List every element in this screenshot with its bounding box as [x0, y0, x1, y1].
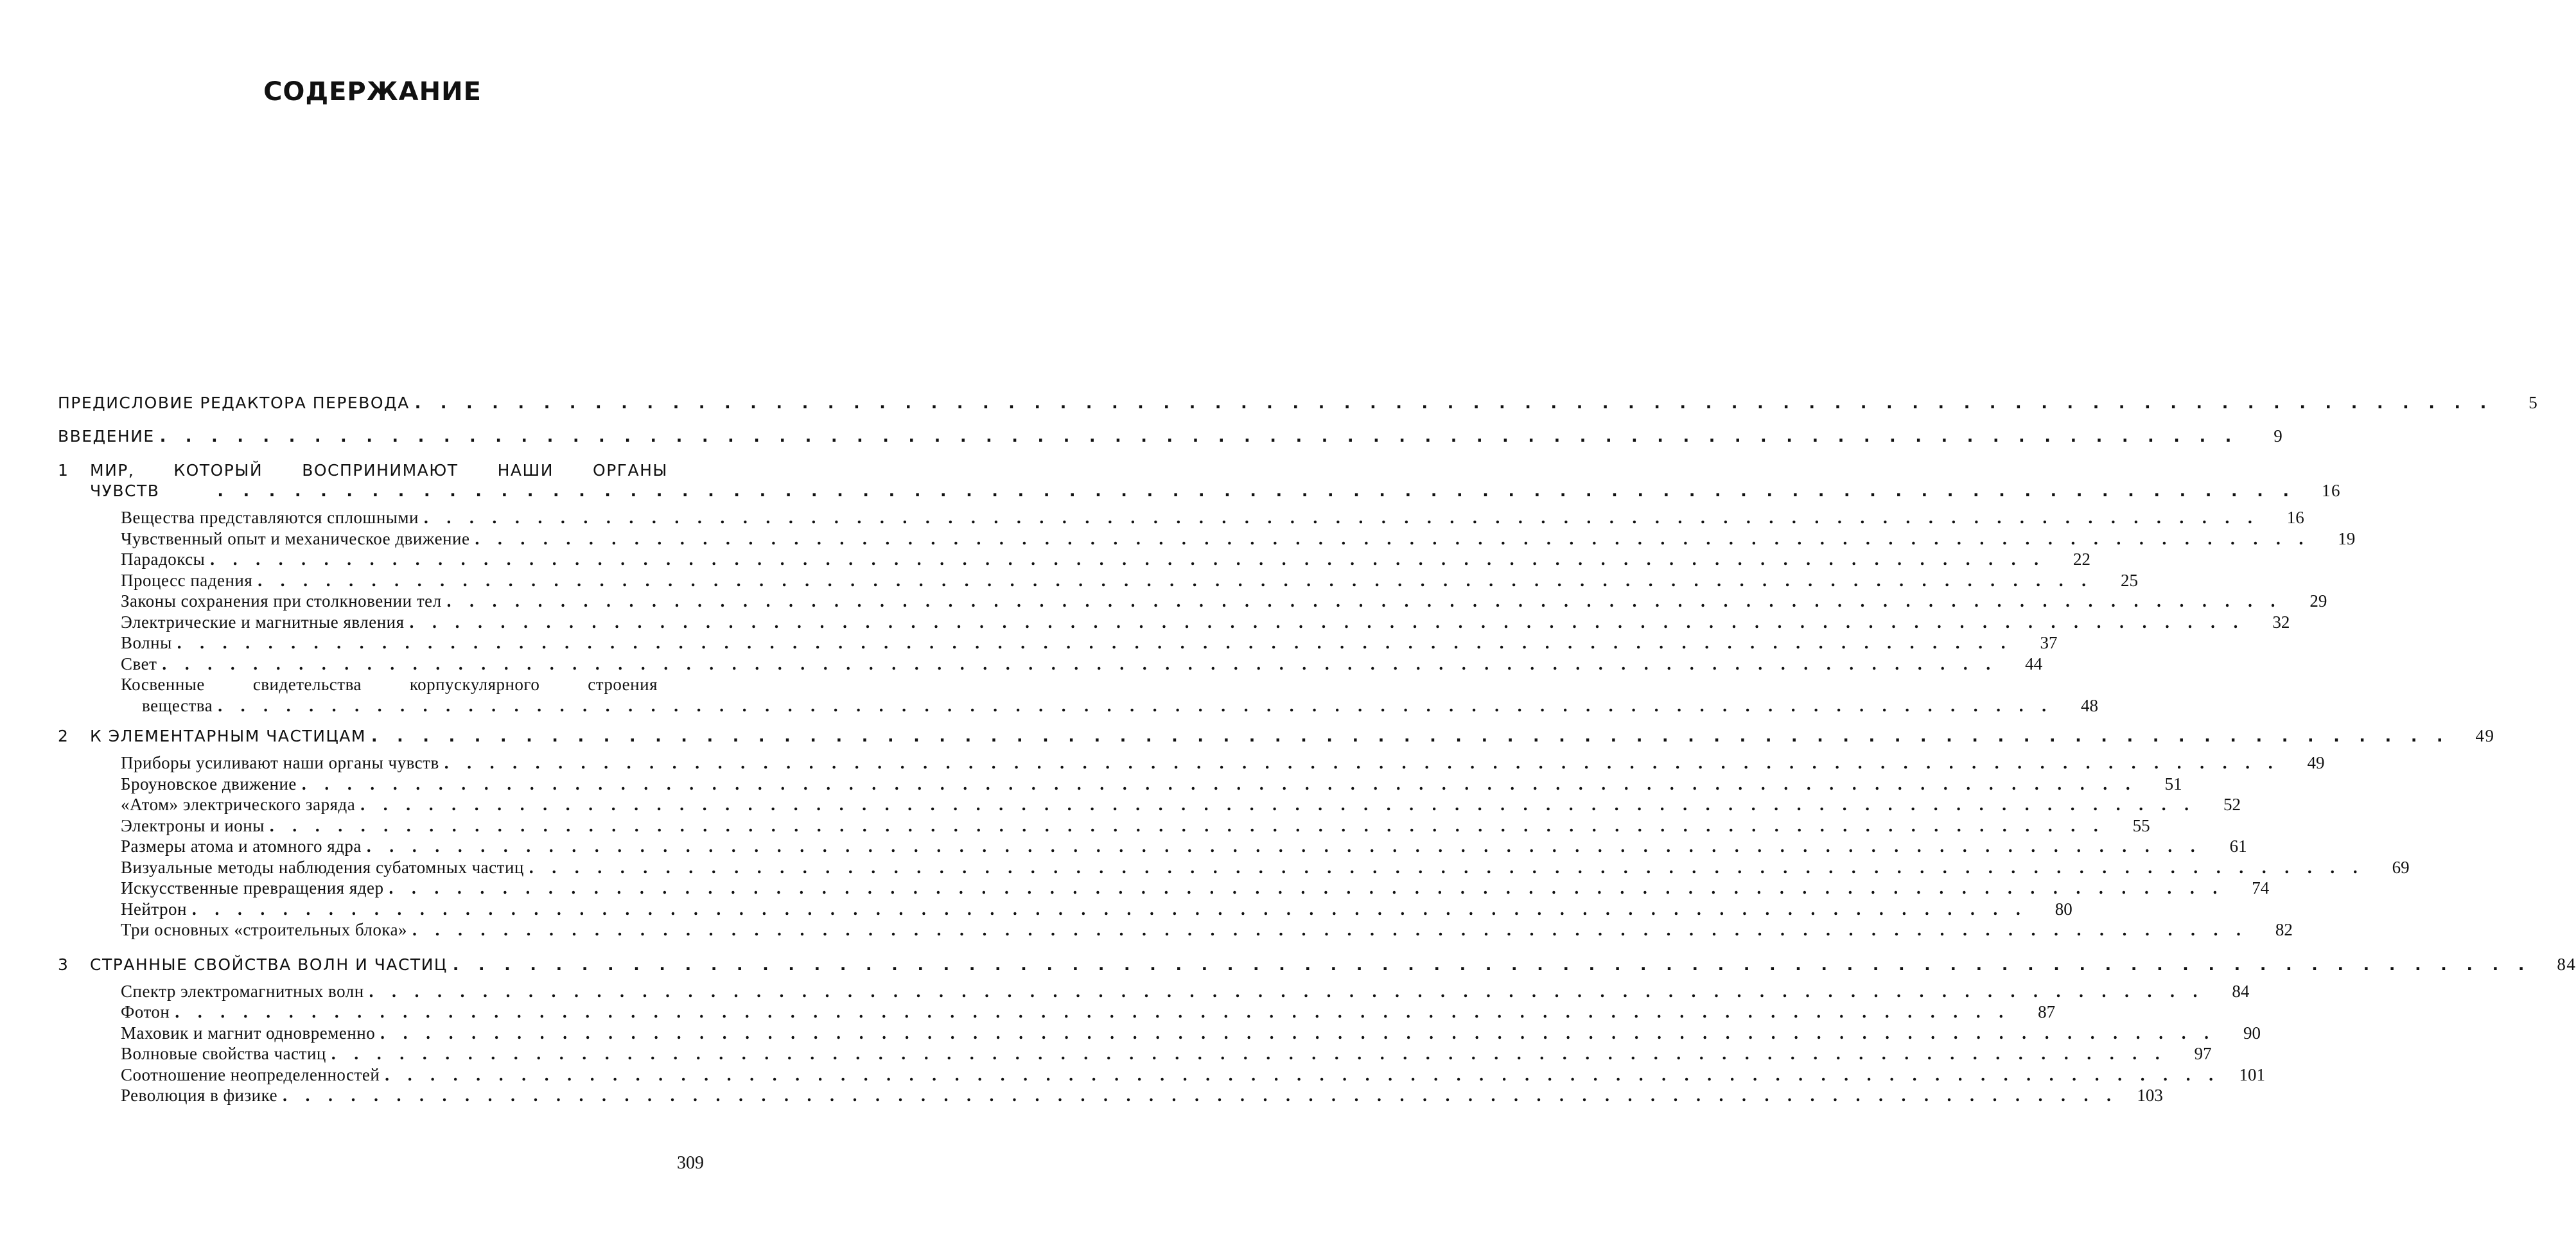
section-entry — [121, 836, 2247, 857]
leader-dots — [447, 591, 2282, 612]
section-title: Броуновское движение — [121, 774, 297, 794]
section-title: «Атом» электрического заряда — [121, 795, 356, 814]
section-title: Волны — [121, 633, 172, 652]
leader-dots — [218, 695, 2053, 716]
leader-dots — [192, 899, 2028, 920]
section-title: Революция в физике — [121, 1086, 278, 1105]
section-entry — [121, 1043, 2212, 1064]
chapter-page: 84 — [2557, 954, 2576, 974]
section-title: Приборы усиливают наши органы чувств — [121, 753, 439, 772]
section-title: Маховик и магнит одновременно — [121, 1023, 376, 1043]
chapter-3 — [58, 954, 2576, 1106]
leader-dots — [270, 815, 2105, 837]
section-title: Размеры атома и атомного ядра — [121, 837, 362, 856]
section-page: 90 — [2243, 1023, 2261, 1043]
section-title: Визуальные методы наблюдения субатомных частиц — [121, 857, 524, 877]
leader-dots — [162, 654, 1997, 675]
leader-dots — [217, 482, 2296, 500]
section-entry — [121, 794, 2241, 815]
chapter-title-line2: ЧУВСТВ — [90, 482, 160, 500]
section-page: 87 — [2038, 1002, 2056, 1021]
section-page: 69 — [2392, 857, 2410, 877]
section-page: 19 — [2338, 528, 2356, 548]
section-page: 22 — [2073, 550, 2091, 569]
section-title: Фотон — [121, 1002, 170, 1021]
section-page: 103 — [2137, 1086, 2163, 1105]
chapter-1-sections — [121, 507, 2356, 716]
section-entry — [121, 570, 2139, 591]
leader-dots — [380, 1023, 2216, 1044]
leader-dots — [160, 427, 2239, 446]
section-page: 37 — [2040, 633, 2058, 652]
chapter-title: К ЭЛЕМЕНТАРНЫМ ЧАСТИЦАМ — [90, 727, 366, 745]
chapter-page: 49 — [2475, 726, 2495, 745]
section-entry — [121, 752, 2325, 774]
leader-dots — [302, 774, 2137, 795]
section-entry — [121, 815, 2150, 837]
section-entry — [121, 774, 2182, 795]
chapter-2-sections — [121, 752, 2410, 941]
chapter-number: 1 — [58, 461, 68, 480]
section-entry — [121, 1002, 2056, 1023]
section-entry — [121, 695, 2098, 716]
section-title: Парадоксы — [121, 550, 206, 569]
section-page: 52 — [2223, 795, 2241, 814]
section-entry — [121, 528, 2356, 550]
section-entry — [121, 654, 2043, 675]
section-entry — [121, 878, 2270, 899]
chapter-1 — [58, 461, 2356, 716]
section-title: Искусственные превращения ядер — [121, 878, 384, 898]
toc-entry-preface — [58, 393, 2539, 426]
section-entry — [121, 899, 2072, 920]
leader-dots — [177, 632, 2013, 654]
section-title: Чувственный опыт и механическое движение — [121, 528, 470, 548]
chapter-title-line2-row — [90, 481, 2341, 501]
chapter-number: 3 — [58, 955, 69, 974]
section-page: 82 — [2275, 920, 2293, 939]
section-title: Электрические и магнитные явления — [121, 612, 405, 632]
toc-entry-label: ВВЕДЕНИЕ — [58, 427, 155, 446]
toc-entry-label: ПРЕДИСЛОВИЕ РЕДАКТОРА ПЕРЕВОДА — [58, 394, 410, 412]
page-title: СОДЕРЖАНИЕ — [263, 77, 482, 107]
section-title: Процесс падения — [121, 570, 253, 590]
section-title: Электроны и ионы — [121, 815, 265, 835]
section-entry — [121, 591, 2327, 612]
section-page: 32 — [2272, 612, 2290, 632]
chapter-heading-row — [58, 726, 2495, 746]
table-of-contents — [58, 393, 2576, 1106]
leader-dots — [367, 836, 2202, 857]
chapter-page: 16 — [2321, 481, 2341, 500]
section-page: 84 — [2232, 981, 2250, 1001]
section-entry — [121, 632, 2058, 654]
section-entry — [121, 507, 2304, 528]
leader-dots — [175, 1002, 2010, 1023]
section-title: Свет — [121, 654, 157, 673]
section-title: Нейтрон — [121, 899, 188, 919]
chapter-2 — [58, 726, 2495, 941]
section-entry — [121, 1085, 2163, 1106]
chapter-title: СТРАННЫЕ СВОЙСТВА ВОЛН И ЧАСТИЦ — [90, 955, 448, 974]
section-entry — [121, 981, 2250, 1002]
section-page: 25 — [2121, 570, 2139, 590]
leader-dots — [453, 955, 2532, 974]
section-title: Соотношение неопределенностей — [121, 1064, 380, 1084]
section-entry — [121, 857, 2410, 878]
chapter-number: 2 — [58, 727, 69, 745]
leader-dots — [210, 549, 2046, 570]
section-page: 16 — [2286, 508, 2304, 527]
leader-dots — [385, 1064, 2220, 1086]
section-page: 74 — [2252, 878, 2270, 898]
section-title: Волновые свойства частиц — [121, 1044, 326, 1063]
leader-dots — [369, 981, 2205, 1002]
leader-dots — [371, 727, 2450, 745]
section-entry — [121, 612, 2290, 633]
section-title: Три основных «строительных блока» — [121, 920, 408, 939]
section-title: Вещества представляются сплошными — [121, 508, 419, 527]
section-page: 55 — [2132, 815, 2150, 835]
leader-dots — [444, 752, 2280, 774]
section-page: 97 — [2194, 1044, 2212, 1063]
section-page: 29 — [2309, 591, 2327, 611]
leader-dots — [424, 507, 2259, 528]
leader-dots — [360, 794, 2196, 815]
chapter-title-line1: МИР, КОТОРЫЙ ВОСПРИНИМАЮТ НАШИ ОРГАНЫ — [90, 461, 668, 480]
section-page: 49 — [2307, 753, 2325, 772]
section-title-line1: Косвенные свидетельства корпускулярного строения — [121, 675, 658, 694]
leader-dots — [412, 919, 2248, 941]
section-page: 80 — [2055, 899, 2072, 919]
toc-entry-page: 9 — [2274, 426, 2284, 446]
leader-dots — [529, 857, 2365, 878]
section-title: Спектр электромагнитных волн — [121, 981, 364, 1001]
section-page: 101 — [2239, 1064, 2266, 1084]
leader-dots — [415, 394, 2494, 412]
section-page: 61 — [2229, 837, 2247, 856]
toc-entry-page: 5 — [2528, 393, 2539, 412]
leader-dots — [389, 878, 2224, 899]
section-entry — [121, 919, 2293, 941]
leader-dots — [475, 528, 2310, 550]
leader-dots — [258, 570, 2093, 591]
leader-dots — [283, 1085, 2118, 1106]
section-entry — [121, 1064, 2266, 1086]
section-page: 51 — [2164, 774, 2182, 794]
section-page: 48 — [2080, 695, 2098, 715]
leader-dots — [410, 612, 2245, 633]
section-entry — [121, 1023, 2261, 1044]
page-number: 309 — [677, 1153, 704, 1173]
leader-dots — [331, 1043, 2167, 1064]
section-title-line2: вещества — [142, 695, 213, 715]
section-page: 44 — [2025, 654, 2043, 673]
toc-entry-introduction — [58, 426, 2284, 461]
chapter-heading-row — [58, 954, 2576, 975]
section-entry — [121, 549, 2091, 570]
chapter-3-sections — [121, 981, 2266, 1106]
section-title: Законы сохранения при столкновении тел — [121, 591, 442, 611]
